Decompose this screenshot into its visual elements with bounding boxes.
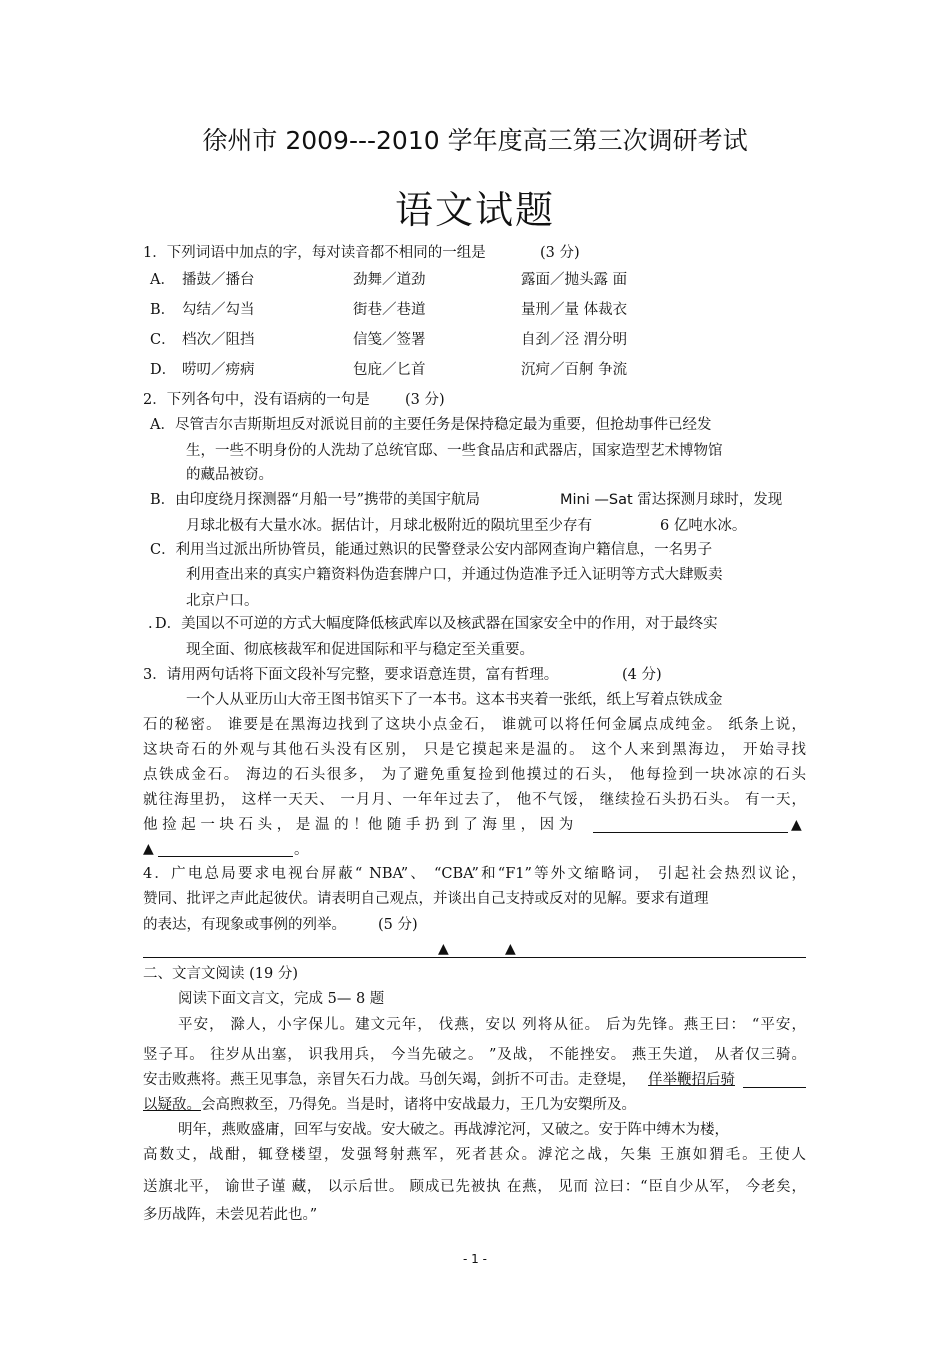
q2-option-a-line: A．尽管吉尔吉斯斯坦反对派说目前的主要任务是保持稳定最为重要，但抢劫事件已经发 (150, 417, 712, 433)
q4-answer-line (143, 957, 806, 958)
q2-option-d-mark: . (148, 616, 153, 632)
q2-option-d-line: 现全面、彻底核裁军和促进国际和平与稳定至关重要。 (186, 642, 534, 658)
passage-line: 送旗北平， 谕世子谨 藏， 以示后世。 顾成已先被执 在燕， 见而 泣曰：“臣自少从军， 今老矣， (143, 1179, 806, 1195)
q1-option-a-3: 露面／抛头露 面 (521, 272, 628, 288)
q1-option-label: C． (150, 332, 176, 348)
q4-blank-mark: ▲ (438, 941, 449, 957)
q2-option-d-line: D．美国以不可逆的方式大幅度降低核武库以及核武器在国家安全中的作用，对于最终实 (155, 616, 718, 632)
q2-stem: 2．下列各句中，没有语病的一句是 (143, 392, 370, 408)
passage-line: 多历战阵，未尝见若此也。” (143, 1207, 318, 1223)
q4-score: (5 分) (378, 917, 418, 933)
passage-line: 平安， 滁人，小字保儿。建文元年， 伐燕，安以 列将从征。 后为先锋。燕王曰： “平安， (178, 1017, 806, 1033)
q2-option-c-line: C．利用当过派出所协管员，能通过熟识的民警登录公安内部网查询户籍信息，一名男子 (150, 542, 713, 558)
q1-option-c-2: 信笺／签署 (353, 332, 426, 348)
section-intro: 阅读下面文言文，完成 5— 8 题 (178, 991, 385, 1007)
q2-option-b-tail: 6 亿吨水冰。 (660, 518, 747, 534)
q2-option-c-line: 利用查出来的真实户籍资料伪造套牌户口，并通过伪造准予迁入证明等方式大肆贩卖 (186, 567, 723, 583)
q2-option-b-line: 月球北极有大量水冰。据估计，月球北极附近的陨坑里至少存有 (186, 518, 592, 534)
underlined-sentence: 佯举鞭招后骑 (648, 1072, 735, 1088)
q3-last-line: 他 捡 起 一 块 石 头 ， 是 温 的 ！他 随 手 扔 到 了 海 里 ， 因 为 (143, 817, 574, 833)
q2-option-b-line: B．由印度绕月探测器“月船一号”携带的美国宇航局 (150, 492, 480, 508)
q1-option-a-1: 播鼓／播台 (182, 272, 255, 288)
q1-option-d-2: 包庇／匕首 (353, 362, 426, 378)
q3-text-line: 一个人从亚历山大帝王图书馆买下了一本书。这本书夹着一张纸，纸上写着点铁成金 (186, 692, 723, 708)
q1-option-b-1: 勾结／勾当 (182, 302, 255, 318)
q4-text-line: 赞同、批评之声此起彼伏。请表明自己观点，并谈出自己支持或反对的见解。要求有道理 (143, 891, 709, 907)
q1-option-d-3: 沉疴／百舸 争流 (521, 362, 628, 378)
passage-line: 安击败燕将。燕王见事急，亲冒矢石力战。马创矢竭，剑折不可击。走登堤， (143, 1072, 636, 1088)
q3-end-mark: 。 (294, 842, 309, 858)
q1-option-label: D． (150, 362, 177, 378)
q2-score: (3 分) (405, 392, 445, 408)
q2-option-b-tail: Mini —Sat 雷达探测月球时，发现 (560, 492, 783, 508)
q1-option-c-3: 自刭／泾 渭分明 (521, 332, 628, 348)
q3-blank-mark: ▲ (143, 841, 154, 857)
q3-answer-blank (158, 856, 293, 857)
q1-option-b-3: 量刑／量 体裁衣 (521, 302, 628, 318)
passage-line: 高数丈，战酣，辄登楼望，发强弩射燕军，死者甚众。滹沱之战，矢集 王旗如猬毛。王使人 (143, 1147, 806, 1163)
q3-stem: 3．请用两句话将下面文段补写完整，要求语意连贯，富有哲理。 (143, 667, 559, 683)
q3-answer-blank (593, 832, 788, 833)
q2-option-a-line: 生，一些不明身份的人洗劫了总统官邸、一些食品店和武器店，国家造型艺术博物馆 (186, 443, 723, 459)
q3-text-line: 点铁成金石。 海边的石头很多， 为了避免重复捡到他摸过的石头， 他每捡到一块冰凉的石头 (143, 767, 806, 783)
passage-line: 会高煦救至，乃得免。当是时，诸将中安战最力，王几为安槊所及。 (201, 1097, 636, 1113)
q3-score: (4 分) (622, 667, 662, 683)
q2-option-a-line: 的藏品被窃。 (186, 467, 273, 483)
q2-option-c-line: 北京户口。 (186, 593, 259, 609)
q1-option-label: B． (150, 302, 176, 318)
q3-text-line: 这块奇石的外观与其他石头没有区别， 只是它摸起来是温的。 这个人来到黑海边， 开始寻找 (143, 742, 806, 758)
q1-option-d-1: 唠叨／痨病 (182, 362, 255, 378)
passage-line: 竖子耳。 往岁从出塞， 识我用兵， 今当先破之。 ”及战， 不能挫安。 燕王失道， 从者仅三骑。 (143, 1047, 806, 1063)
subject-title: 语文试题 (394, 188, 555, 232)
q1-stem: 1．下列词语中加点的字，每对读音都不相同的一组是 (143, 245, 486, 261)
q4-blank-mark: ▲ (505, 941, 516, 957)
underline-extension (743, 1087, 806, 1088)
q1-score: (3 分) (540, 245, 580, 261)
passage-line: 明年，燕败盛庸，回军与安战。安大破之。再战滹沱河，又破之。安于阵中缚木为楼， (178, 1122, 729, 1138)
q3-text-line: 就往海里扔， 这样一天天、 一月月、一年年过去了， 他不气馁， 继续捡石头扔石头。 有一天， (143, 792, 806, 808)
page-number: - 1 - (463, 1252, 487, 1266)
q1-option-label: A． (150, 272, 175, 288)
q1-option-c-1: 档次／阻挡 (182, 332, 255, 348)
exam-title: 徐州市 2009---2010 学年度高三第三次调研考试 (202, 126, 748, 155)
q3-text-line: 石的秘密。 谁要是在黑海边找到了这块小点金石， 谁就可以将任何金属点成纯金。 纸条上说， (143, 717, 806, 733)
q4-text-line: 4．广电总局要求电视台屏蔽“ NBA”、 “CBA”和“F1”等外文缩略词， 引起社会热烈议论， (143, 866, 806, 882)
underlined-sentence: 以疑敌。 (143, 1097, 201, 1113)
q3-blank-mark: ▲ (791, 817, 802, 833)
section-heading: 二、文言文阅读 (19 分) (143, 966, 298, 982)
q1-option-a-2: 劲舞／道劲 (353, 272, 426, 288)
q1-option-b-2: 街巷／巷道 (353, 302, 426, 318)
q4-last-line: 的表达，有现象或事例的列举。 (143, 917, 346, 933)
